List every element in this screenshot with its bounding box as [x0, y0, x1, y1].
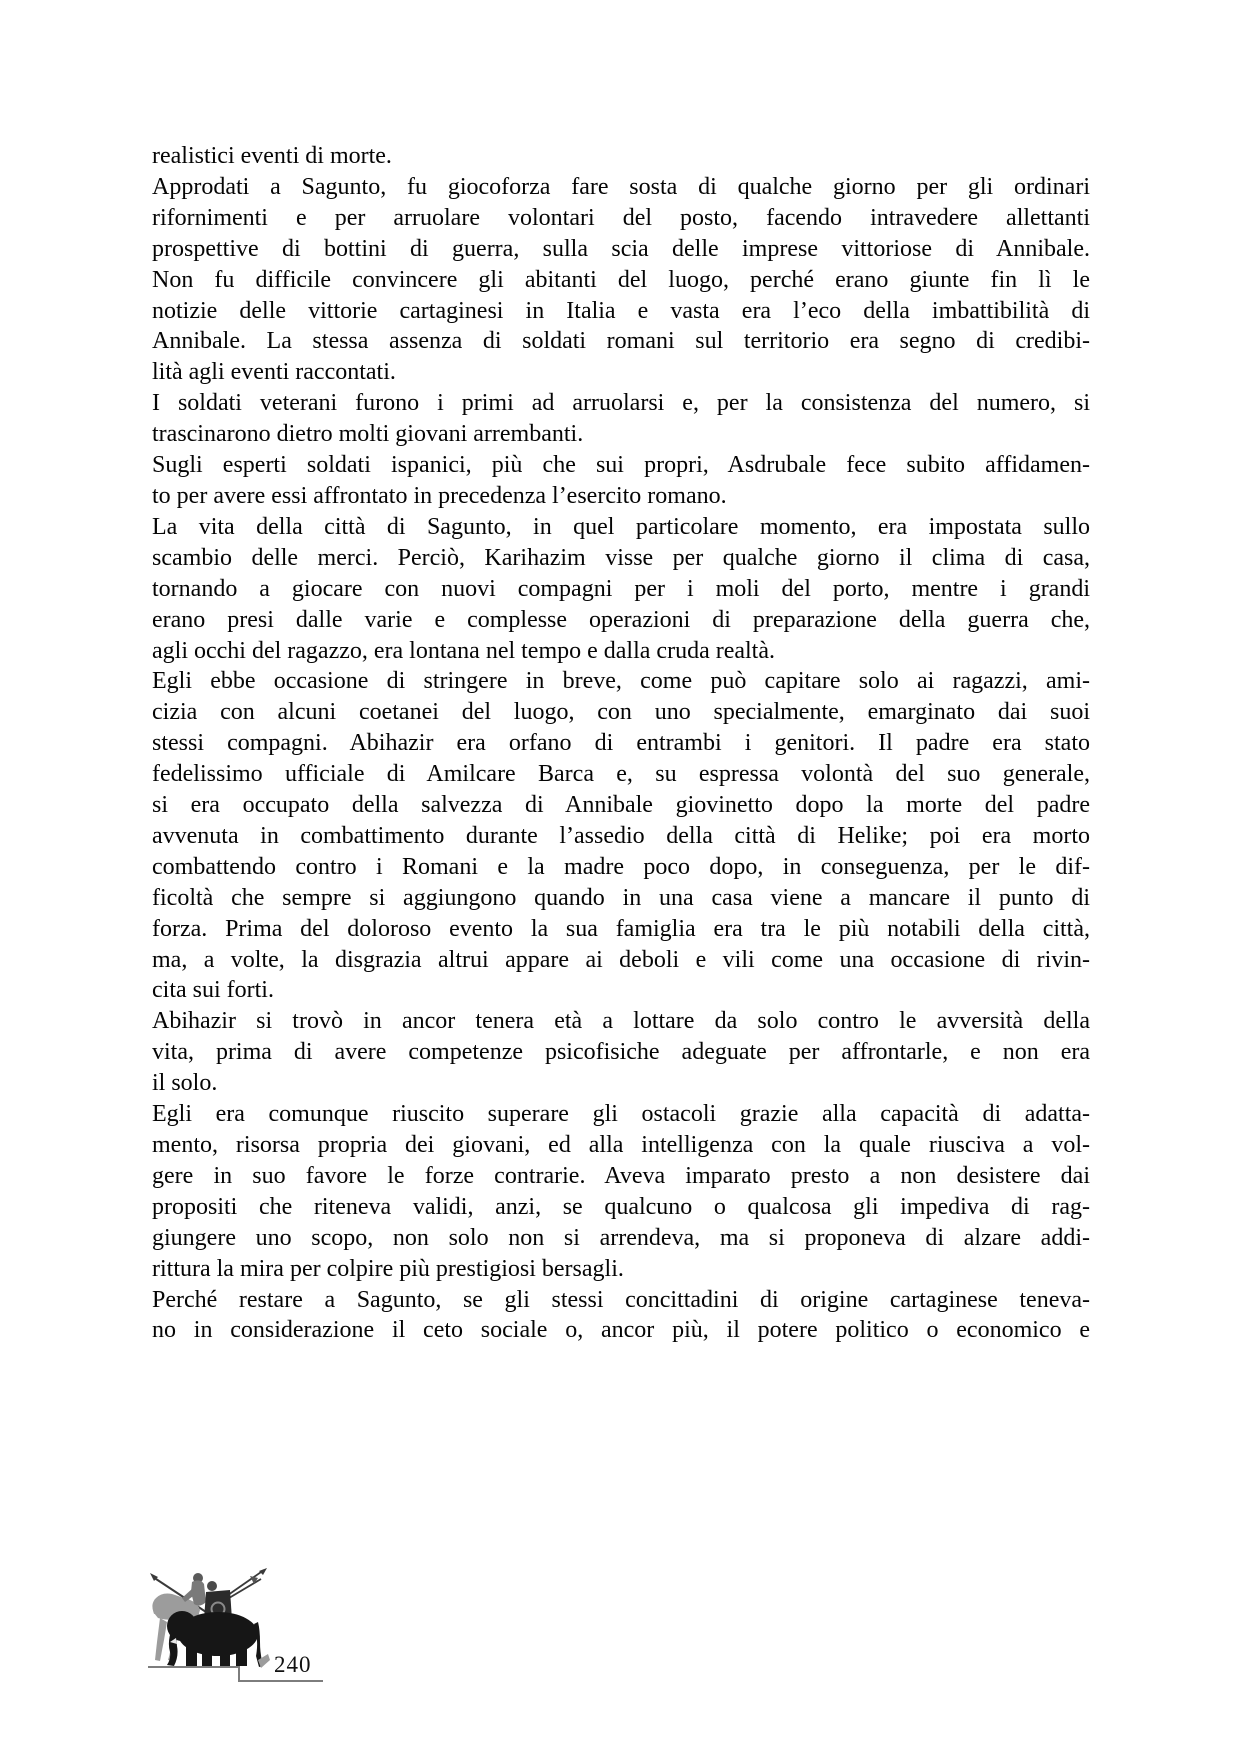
text-line: tornando a giocare con nuovi compagni per i moli del porto, mentre i grandi — [152, 575, 1090, 602]
text-line: I soldati veterani furono i primi ad arruolarsi e, per la consistenza del numero, si — [152, 390, 1090, 417]
war-elephant-illustration — [146, 1568, 272, 1674]
text-line: stessi compagni. Abihazir era orfano di entrambi i genitori. Il padre era stato — [152, 730, 1090, 757]
text-line: Sugli esperti soldati ispanici, più che sui propri, Asdrubale fece subito affidamen- — [152, 452, 1090, 479]
paragraph — [152, 666, 1090, 1006]
text-line: trascinarono dietro molti giovani arrembanti. — [152, 421, 584, 448]
text-line: combattendo contro i Romani e la madre poco dopo, in conseguenza, per le dif- — [152, 853, 1090, 880]
paragraph — [152, 450, 1090, 512]
paragraph — [152, 1285, 1090, 1347]
page-number: 240 — [274, 1652, 312, 1677]
text-line: Egli ebbe occasione di stringere in breve, come può capitare solo ai ragazzi, ami- — [152, 668, 1090, 695]
paragraph — [152, 1099, 1090, 1284]
text-line: Non fu difficile convincere gli abitanti del luogo, perché erano giunte fin lì le — [152, 266, 1090, 293]
text-line: rittura la mira per colpire più prestigiosi bersagli. — [152, 1255, 624, 1282]
lances-icon — [218, 1568, 267, 1602]
footer-rule-bottom — [238, 1680, 323, 1682]
text-line: Annibale. La stessa assenza di soldati romani sul territorio era segno di credibi- — [152, 328, 1090, 355]
text-line: Abihazir si trovò in ancor tenera età a lottare da solo contro le avversità della — [152, 1008, 1090, 1035]
text-line: forza. Prima del doloroso evento la sua famiglia era tra le più notabili della città, — [152, 915, 1090, 942]
text-line: vita, prima di avere competenze psicofisiche adeguate per affrontarle, e non era — [152, 1039, 1090, 1066]
horse-rider-icon — [182, 1573, 206, 1606]
text-line: avvenuta in combattimento durante l’assedio della città di Helike; poi era morto — [152, 822, 1090, 849]
text-line: Egli era comunque riuscito superare gli ostacoli grazie alla capacità di adatta- — [152, 1101, 1090, 1128]
text-line: erano presi dalle varie e complesse operazioni di preparazione della guerra che, — [152, 606, 1090, 633]
text-line: realistici eventi di morte. — [152, 143, 392, 169]
text-line: agli occhi del ragazzo, era lontana nel tempo e dalla cruda realtà. — [152, 637, 776, 664]
footer-rule-step — [238, 1666, 240, 1682]
horse-icon — [152, 1594, 200, 1662]
text-block — [152, 141, 1090, 1346]
footer-rule-top — [148, 1666, 240, 1668]
text-line: si era occupato della salvezza di Annibale giovinetto dopo la morte del padre — [152, 792, 1090, 819]
text-line: no in considerazione il ceto sociale o, ancor più, il potere politico o economico e — [152, 1317, 1090, 1344]
text-line: to per avere essi affrontato in precedenza l’esercito romano. — [152, 482, 727, 509]
paragraph — [152, 512, 1090, 667]
text-line: il solo. — [152, 1070, 218, 1097]
text-line: Approdati a Sagunto, fu giocoforza fare sosta di qualche giorno per gli ordinari — [152, 173, 1090, 200]
howdah-icon — [204, 1581, 232, 1620]
paragraph — [152, 1006, 1090, 1099]
spear-icon — [150, 1573, 206, 1612]
text-line: gere in suo favore le forze contrarie. Aveva imparato presto a non desistere dai — [152, 1162, 1090, 1189]
text-line: cizia con alcuni coetanei del luogo, con uno specialmente, emarginato dai suoi — [152, 699, 1090, 726]
text-line: scambio delle merci. Perciò, Karihazim visse per qualche giorno il clima di casa, — [152, 544, 1090, 571]
text-line: ma, a volte, la disgrazia altrui appare ai deboli e vili come una occasione di rivin- — [152, 946, 1090, 973]
text-line: fedelissimo ufficiale di Amilcare Barca e, su espressa volontà del suo generale, — [152, 761, 1090, 788]
text-line: La vita della città di Sagunto, in quel particolare momento, era impostata sullo — [152, 513, 1090, 540]
paragraph — [152, 172, 1090, 388]
paragraph — [152, 141, 1090, 172]
text-line: giungere uno scopo, non solo non si arrendeva, ma si proponeva di alzare addi- — [152, 1224, 1090, 1251]
text-line: ficoltà che sempre si aggiungono quando in una casa viene a mancare il punto di — [152, 884, 1090, 911]
text-line: rifornimenti e per arruolare volontari del posto, facendo intravedere allettanti — [152, 204, 1090, 231]
text-line: mento, risorsa propria dei giovani, ed alla intelligenza con la quale riusciva a vol- — [152, 1132, 1090, 1158]
text-line: propositi che riteneva validi, anzi, se qualcuno o qualcosa gli impediva di rag- — [152, 1193, 1090, 1220]
text-line: prospettive di bottini di guerra, sulla scia delle imprese vittoriose di Annibale. — [152, 235, 1090, 262]
text-line: cita sui forti. — [152, 977, 274, 1004]
text-line: Perché restare a Sagunto, se gli stessi concittadini di origine cartaginese teneva- — [152, 1286, 1090, 1313]
text-line: notizie delle vittorie cartaginesi in Italia e vasta era l’eco della imbattibilità di — [152, 297, 1090, 324]
paragraph — [152, 388, 1090, 450]
elephant-icon — [167, 1611, 270, 1668]
text-line: lità agli eventi raccontati. — [152, 359, 396, 386]
